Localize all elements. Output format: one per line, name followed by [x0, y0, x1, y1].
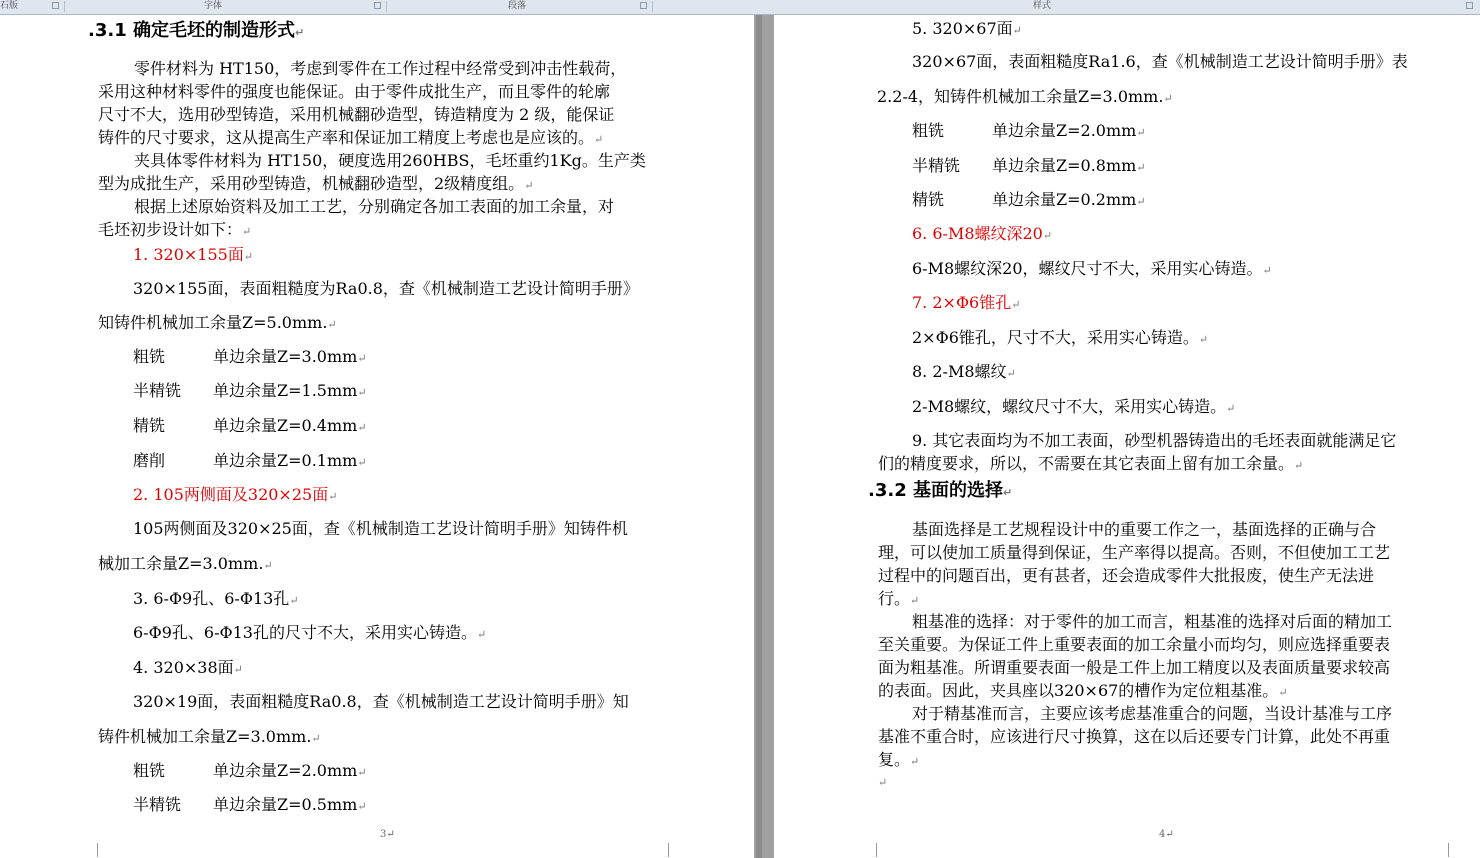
dialog-launcher-icon[interactable] — [52, 2, 59, 9]
paragraph-line: 夹具体零件材料为 HT150，硬度选用260HBS，毛坯重约1Kg。生产类 — [134, 151, 646, 170]
allowance-label: 半精铣 — [133, 795, 182, 814]
paragraph-line: 铸件的尺寸要求，这从提高生产率和保证加工精度上考虑也是应该的。↵ — [98, 128, 604, 147]
paragraph-line: 铸件机械加工余量Z=3.0mm.↵ — [98, 727, 321, 746]
ribbon-group-labels — [0, 0, 1480, 15]
paragraph-line: 6-Φ9孔、6-Φ13孔的尺寸不大，采用实心铸造。↵ — [133, 623, 487, 642]
ribbon-group-font[interactable]: 字体 — [204, 1, 223, 11]
subsection-title: 7. 2×Φ6锥孔↵ — [912, 293, 1021, 312]
allowance-label: 粗铣 — [133, 761, 166, 780]
allowance-value: 单边余量Z=0.8mm↵ — [992, 156, 1146, 175]
allowance-value: 单边余量Z=0.1mm↵ — [213, 451, 367, 470]
divider — [652, 1, 653, 12]
allowance-value: 单边余量Z=2.0mm↵ — [992, 121, 1146, 140]
allowance-value: 单边余量Z=2.0mm↵ — [213, 761, 367, 780]
allowance-label: 粗铣 — [133, 347, 166, 366]
paragraph-line: 至关重要。为保证工件上重要表面的加工余量小而均匀，则应选择重要表 — [878, 635, 1391, 654]
empty-paragraph-mark: ↵ — [878, 776, 888, 789]
document-page-3[interactable] — [0, 15, 754, 858]
allowance-value: 单边余量Z=1.5mm↵ — [213, 381, 367, 400]
section-heading-3-2: .3.2 基面的选择↵ — [868, 480, 1013, 501]
allowance-label: 半精铣 — [133, 381, 182, 400]
paragraph-line: 基准不重合时，应该进行尺寸换算，这在以后还要专门计算，此处不再重 — [878, 727, 1391, 746]
paragraph-line: 知铸件机械加工余量Z=5.0mm.↵ — [98, 313, 337, 332]
ribbon-group-paragraph[interactable]: 段落 — [508, 1, 527, 11]
paragraph-line: 9. 其它表面均为不加工表面，砂型机器铸造出的毛坯表面就能满足它 — [912, 431, 1397, 450]
margin-corner-mark — [668, 843, 669, 857]
subsection-title: 8. 2-M8螺纹↵ — [912, 362, 1016, 381]
allowance-label: 精铣 — [133, 416, 166, 435]
subsection-title: 1. 320×155面↵ — [133, 245, 254, 264]
paragraph-line: 毛坯初步设计如下：↵ — [98, 220, 252, 239]
margin-corner-mark — [876, 843, 877, 857]
paragraph-line: 型为成批生产，采用砂型铸造，机械翻砂造型，2级精度组。↵ — [98, 174, 534, 193]
page-number: 4↵ — [1159, 829, 1174, 840]
allowance-value: 单边余量Z=0.2mm↵ — [992, 190, 1146, 209]
paragraph-line: 采用这种材料零件的强度也能保证。由于零件成批生产，而且零件的轮廓 — [98, 82, 611, 101]
subsection-title: 6. 6-M8螺纹深20↵ — [912, 224, 1053, 243]
paragraph-line: 粗基准的选择：对于零件的加工而言，粗基准的选择对后面的精加工 — [912, 612, 1393, 631]
margin-corner-mark — [1448, 843, 1449, 857]
paragraph-line: 复。↵ — [878, 750, 920, 769]
allowance-label: 精铣 — [912, 190, 945, 209]
section-heading-3-1: .3.1 确定毛坯的制造形式↵ — [88, 20, 305, 41]
dialog-launcher-icon[interactable] — [1466, 2, 1473, 9]
subsection-title: 5. 320×67面↵ — [912, 19, 1022, 38]
subsection-title: 4. 320×38面↵ — [133, 658, 243, 677]
page-number: 3↵ — [380, 829, 395, 840]
allowance-value: 单边余量Z=0.5mm↵ — [213, 795, 367, 814]
paragraph-line: 械加工余量Z=3.0mm.↵ — [98, 554, 273, 573]
paragraph-line: 基面选择是工艺规程设计中的重要工作之一，基面选择的正确与合 — [912, 520, 1377, 539]
page-gutter — [754, 15, 774, 858]
subsection-title: 3. 6-Φ9孔、6-Φ13孔↵ — [133, 589, 299, 608]
paragraph-line: 105两侧面及320×25面，查《机械制造工艺设计简明手册》知铸件机 — [133, 519, 628, 538]
paragraph-line: 尺寸不大，选用砂型铸造，采用机械翻砂造型，铸造精度为 2 级，能保证 — [98, 105, 615, 124]
paragraph-line: 面为粗基准。所谓重要表面一般是工件上加工精度以及表面质量要求较高 — [878, 658, 1391, 677]
paragraph-line: 理，可以使加工质量得到保证，生产率得以提高。否则，不但使加工工艺 — [878, 543, 1391, 562]
allowance-label: 粗铣 — [912, 121, 945, 140]
paragraph-line: 2.2-4，知铸件机械加工余量Z=3.0mm.↵ — [877, 87, 1173, 106]
paragraph-line: 根据上述原始资料及加工工艺，分别确定各加工表面的加工余量，对 — [134, 197, 615, 216]
paragraph-line: 们的精度要求，所以，不需要在其它表面上留有加工余量。↵ — [878, 454, 1304, 473]
allowance-label: 磨削 — [133, 451, 166, 470]
divider — [64, 1, 65, 12]
paragraph-line: 2-M8螺纹，螺纹尺寸不大，采用实心铸造。↵ — [912, 397, 1236, 416]
ribbon-group-clipboard[interactable]: 石版 — [0, 1, 19, 11]
paragraph-line: 6-M8螺纹深20，螺纹尺寸不大，采用实心铸造。↵ — [912, 259, 1272, 278]
allowance-value: 单边余量Z=0.4mm↵ — [213, 416, 367, 435]
paragraph-line: 的表面。因此，夹具座以320×67的槽作为定位粗基准。↵ — [878, 681, 1288, 700]
paragraph-line: 320×67面，表面粗糙度Ra1.6，查《机械制造工艺设计简明手册》表 — [912, 52, 1408, 71]
paragraph-line: 行。↵ — [878, 589, 920, 608]
allowance-value: 单边余量Z=3.0mm↵ — [213, 347, 367, 366]
divider — [386, 1, 387, 12]
paragraph-line: 过程中的问题百出，更有甚者，还会造成零件大批报废，使生产无法进 — [878, 566, 1375, 585]
allowance-label: 半精铣 — [912, 156, 961, 175]
ribbon-group-styles[interactable]: 样式 — [1033, 1, 1052, 11]
paragraph-line: 对于精基准而言，主要应该考虑基准重合的问题，当设计基准与工序 — [912, 704, 1393, 723]
subsection-title: 2. 105两侧面及320×25面↵ — [133, 485, 338, 504]
dialog-launcher-icon[interactable] — [374, 2, 381, 9]
paragraph-line: 320×19面，表面粗糙度Ra0.8，查《机械制造工艺设计简明手册》知 — [133, 692, 629, 711]
dialog-launcher-icon[interactable] — [640, 2, 647, 9]
paragraph-line: 2×Φ6锥孔，尺寸不大，采用实心铸造。↵ — [912, 328, 1209, 347]
document-page-4[interactable] — [774, 15, 1480, 858]
margin-corner-mark — [97, 843, 98, 857]
paragraph-line: 零件材料为 HT150，考虑到零件在工作过程中经常受到冲击性载荷， — [134, 59, 627, 78]
paragraph-line: 320×155面，表面粗糙度为Ra0.8，查《机械制造工艺设计简明手册》 — [133, 279, 639, 298]
